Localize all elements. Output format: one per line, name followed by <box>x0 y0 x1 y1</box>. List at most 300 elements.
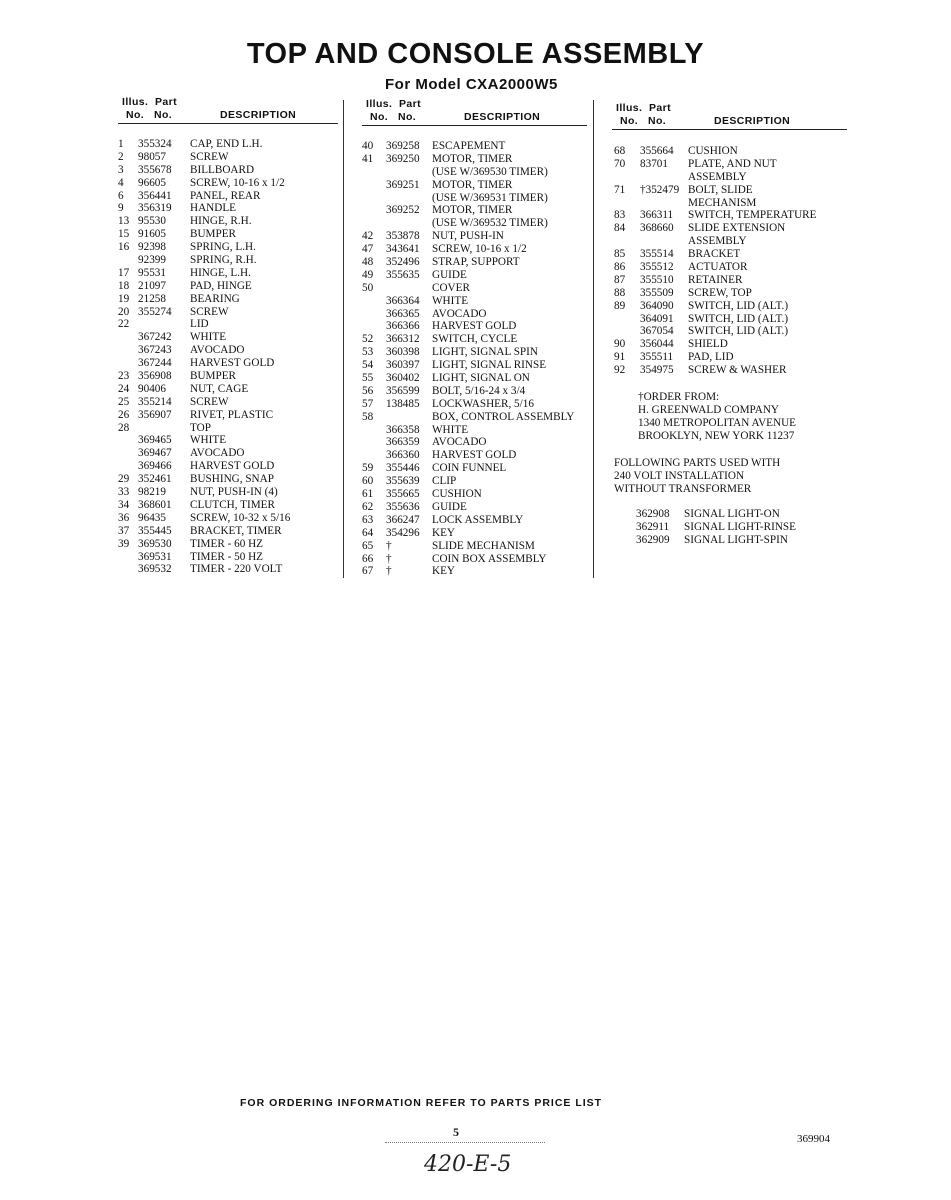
part-number: 366365 <box>386 307 420 320</box>
part-number: 92399 <box>138 254 166 267</box>
model-subtitle: For Model CXA2000W5 <box>385 76 558 93</box>
part-number: 362911 <box>636 521 670 534</box>
part-description: LIGHT, SIGNAL ON <box>432 372 530 385</box>
part-description: CLUTCH, TIMER <box>190 498 275 511</box>
part-description: KEY <box>432 526 455 539</box>
part-description: (USE W/369531 TIMER) <box>432 191 548 204</box>
part-number: 355274 <box>138 305 172 318</box>
illus-number: 53 <box>362 346 374 359</box>
illus-number: 18 <box>118 279 130 292</box>
part-description: HANDLE <box>190 202 236 215</box>
part-number: 368660 <box>640 222 674 235</box>
parts-row <box>612 235 847 248</box>
part-number: 355214 <box>138 395 172 408</box>
illus-number: 85 <box>614 248 626 261</box>
illus-number: 4 <box>118 176 124 189</box>
part-description: COIN FUNNEL <box>432 462 507 475</box>
illus-number: 26 <box>118 408 130 421</box>
part-number: 355446 <box>386 462 420 475</box>
part-description: SLIDE MECHANISM <box>432 539 535 552</box>
parts-row <box>612 274 847 287</box>
part-description: CAP, END L.H. <box>190 138 263 150</box>
extra-parts-list <box>612 508 847 547</box>
illus-number: 88 <box>614 286 626 299</box>
part-number: 138485 <box>386 397 420 410</box>
parts-row <box>118 447 338 460</box>
illus-number: 25 <box>118 395 130 408</box>
part-number: 355678 <box>138 163 172 176</box>
parts-row <box>118 473 338 486</box>
illus-number: 84 <box>614 222 626 235</box>
part-description: WHITE <box>432 294 469 307</box>
illus-number: 55 <box>362 372 374 385</box>
part-number: 92398 <box>138 241 166 254</box>
part-description: SCREW, TOP <box>688 286 752 299</box>
parts-row <box>362 514 587 527</box>
illus-number: 50 <box>362 281 374 294</box>
page-number: 5 <box>453 1125 459 1139</box>
parts-row <box>362 488 587 501</box>
parts-row <box>118 396 338 409</box>
part-description: (USE W/369530 TIMER) <box>432 165 548 178</box>
part-number: 98219 <box>138 486 166 499</box>
part-number: 367244 <box>138 357 172 370</box>
part-description: GUIDE <box>432 268 467 281</box>
parts-row <box>118 357 338 370</box>
part-number: 362909 <box>636 534 670 547</box>
part-description: AVOCADO <box>432 307 487 320</box>
parts-row <box>362 501 587 514</box>
part-number: 356599 <box>386 384 420 397</box>
part-description: TIMER - 60 HZ <box>190 537 264 550</box>
illus-number: 24 <box>118 382 130 395</box>
illus-number: 86 <box>614 261 626 274</box>
part-description: TOP <box>190 421 211 434</box>
column-header: Illus. Part No. No. DESCRIPTION <box>362 98 587 128</box>
part-description: SCREW <box>190 150 229 163</box>
parts-row <box>362 398 587 411</box>
illus-number: 28 <box>118 421 130 434</box>
parts-row <box>362 269 587 282</box>
illus-number: 23 <box>118 370 130 383</box>
illus-number: 57 <box>362 397 374 410</box>
illus-number: 37 <box>118 524 130 537</box>
parts-row <box>118 409 338 422</box>
illus-number: 60 <box>362 475 374 488</box>
part-number: 90406 <box>138 382 166 395</box>
parts-row <box>612 145 847 158</box>
parts-row <box>362 359 587 372</box>
parts-row <box>362 553 587 566</box>
part-description: LID <box>190 318 209 331</box>
parts-row <box>362 449 587 462</box>
illus-number: 15 <box>118 228 130 241</box>
part-description: MECHANISM <box>688 196 757 209</box>
part-description: BOLT, 5/16-24 x 3/4 <box>432 384 526 397</box>
illus-number: 83 <box>614 209 626 222</box>
part-number: 355635 <box>386 268 420 281</box>
column-divider <box>593 100 594 578</box>
parts-row <box>612 197 847 210</box>
parts-row <box>118 344 338 357</box>
part-description: MOTOR, TIMER <box>432 152 513 165</box>
part-description: LIGHT, SIGNAL RINSE <box>432 359 547 372</box>
parts-row <box>118 383 338 396</box>
part-description: SIGNAL LIGHT-RINSE <box>684 521 796 534</box>
parts-list <box>612 145 847 377</box>
part-description: PLATE, AND NUT <box>688 157 777 170</box>
part-description: BOX, CONTROL ASSEMBLY <box>432 410 575 423</box>
following-parts-note: FOLLOWING PARTS USED WITH 240 VOLT INSTALLATION WITHOUT TRANSFORMER <box>614 457 781 496</box>
part-description: BRACKET, TIMER <box>190 524 282 537</box>
illus-number: 71 <box>614 183 626 196</box>
part-number: 366358 <box>386 423 420 436</box>
illus-number: 66 <box>362 552 374 565</box>
illus-number: 13 <box>118 215 130 228</box>
part-description: SIGNAL LIGHT-ON <box>684 508 780 521</box>
parts-row <box>118 499 338 512</box>
part-number: 369465 <box>138 434 172 447</box>
parts-column-3 <box>612 102 847 547</box>
illus-number: 33 <box>118 486 130 499</box>
parts-row <box>118 267 338 280</box>
illus-number: 87 <box>614 273 626 286</box>
illus-number: 6 <box>118 189 124 202</box>
parts-row <box>362 204 587 217</box>
part-description: TIMER - 50 HZ <box>190 550 264 563</box>
illus-number: 92 <box>614 364 626 377</box>
part-description: SHIELD <box>688 338 728 351</box>
illus-number: 36 <box>118 511 130 524</box>
part-description: LIGHT, SIGNAL SPIN <box>432 346 538 359</box>
part-description: CUSHION <box>432 488 482 501</box>
part-number: 355664 <box>640 145 674 157</box>
part-description: WHITE <box>190 434 227 447</box>
order-note: †ORDER FROM: H. GREENWALD COMPANY 1340 METROPOLITAN AVENUE BROOKLYN, NEW YORK 11237 <box>638 391 797 443</box>
part-description: COIN BOX ASSEMBLY <box>432 552 547 565</box>
page-rule <box>385 1142 545 1143</box>
parts-row <box>362 540 587 553</box>
part-number: 98057 <box>138 150 166 163</box>
parts-list <box>118 138 338 576</box>
part-number: 21097 <box>138 279 166 292</box>
part-number: 369252 <box>386 204 420 217</box>
part-number: 366311 <box>640 209 674 222</box>
header-rule <box>118 123 338 124</box>
parts-row <box>362 320 587 333</box>
part-number: † <box>386 552 392 565</box>
parts-row <box>362 565 587 578</box>
illus-number: 67 <box>362 565 374 578</box>
part-description: SLIDE EXTENSION <box>688 222 786 235</box>
document-number: 369904 <box>797 1133 830 1145</box>
column-header: Illus. Part No. No. DESCRIPTION <box>118 96 338 126</box>
parts-row <box>362 385 587 398</box>
illus-number: 59 <box>362 462 374 475</box>
parts-row <box>118 254 338 267</box>
parts-row <box>612 248 847 261</box>
parts-row <box>612 521 847 534</box>
part-number: 364090 <box>640 299 674 312</box>
part-number: 369532 <box>138 563 172 576</box>
parts-row <box>362 527 587 540</box>
illus-number: 9 <box>118 202 124 215</box>
illus-number: 39 <box>118 537 130 550</box>
part-number: †352479 <box>640 183 680 196</box>
parts-row <box>612 300 847 313</box>
part-description: BUMPER <box>190 228 237 241</box>
parts-row <box>362 295 587 308</box>
illus-number: 47 <box>362 243 374 256</box>
illus-number: 20 <box>118 305 130 318</box>
part-description: SCREW & WASHER <box>688 364 787 377</box>
parts-row <box>612 158 847 171</box>
parts-row <box>118 551 338 564</box>
part-description: CUSHION <box>688 145 738 157</box>
part-number: 355324 <box>138 138 172 150</box>
part-number: 355665 <box>386 488 420 501</box>
part-number: 366366 <box>386 320 420 333</box>
part-description: BILLBOARD <box>190 163 255 176</box>
part-description: ACTUATOR <box>688 261 748 274</box>
part-description: COVER <box>432 281 470 294</box>
part-description: SCREW <box>190 395 229 408</box>
parts-row <box>118 460 338 473</box>
part-number: 355636 <box>386 500 420 513</box>
part-number: 355511 <box>640 351 674 364</box>
parts-list <box>362 140 587 578</box>
illus-number: 68 <box>614 145 626 157</box>
part-description: MOTOR, TIMER <box>432 204 513 217</box>
part-number: 355509 <box>640 286 674 299</box>
part-number: 366364 <box>386 294 420 307</box>
parts-row <box>118 512 338 525</box>
part-description: PAD, LID <box>688 351 734 364</box>
illus-number: 22 <box>118 318 130 331</box>
part-description: BRACKET <box>688 248 741 261</box>
parts-row <box>118 241 338 254</box>
part-number: 352461 <box>138 473 172 486</box>
part-number: 354975 <box>640 364 674 377</box>
parts-row <box>362 372 587 385</box>
parts-row <box>362 475 587 488</box>
part-number: 366359 <box>386 436 420 449</box>
part-description: STRAP, SUPPORT <box>432 256 520 269</box>
part-description: NUT, PUSH-IN <box>432 230 504 243</box>
parts-row <box>612 222 847 235</box>
part-number: 366360 <box>386 449 420 462</box>
part-number: 352496 <box>386 256 420 269</box>
illus-number: 3 <box>118 163 124 176</box>
part-description: SWITCH, CYCLE <box>432 333 518 346</box>
parts-row <box>612 351 847 364</box>
illus-number: 61 <box>362 488 374 501</box>
part-description: SIGNAL LIGHT-SPIN <box>684 534 788 547</box>
part-number: 355639 <box>386 475 420 488</box>
parts-row <box>362 179 587 192</box>
header-rule <box>362 125 587 126</box>
parts-row <box>362 217 587 230</box>
part-number: 362908 <box>636 508 670 521</box>
part-description: SCREW, 10-16 x 1/2 <box>190 176 285 189</box>
parts-column-2 <box>362 98 587 578</box>
part-number: 343641 <box>386 243 420 256</box>
parts-row <box>118 306 338 319</box>
ordering-footer: FOR ORDERING INFORMATION REFER TO PARTS PRICE LIST <box>240 1097 603 1109</box>
part-description: CLIP <box>432 475 457 488</box>
parts-row <box>118 228 338 241</box>
part-description: NUT, CAGE <box>190 382 249 395</box>
part-description: HARVEST GOLD <box>432 320 517 333</box>
part-number: 21258 <box>138 292 166 305</box>
illus-number: 41 <box>362 152 374 165</box>
part-number: 95531 <box>138 266 166 279</box>
parts-row <box>118 280 338 293</box>
parts-row <box>362 243 587 256</box>
part-description: PAD, HINGE <box>190 279 252 292</box>
illus-number: 16 <box>118 241 130 254</box>
part-description: SPRING, R.H. <box>190 254 257 267</box>
part-number: 354296 <box>386 526 420 539</box>
part-number: 369251 <box>386 178 420 191</box>
parts-row <box>362 282 587 295</box>
part-description: SCREW, 10-16 x 1/2 <box>432 243 527 256</box>
illus-number: 34 <box>118 498 130 511</box>
header-rule <box>612 129 847 130</box>
illus-number: 70 <box>614 157 626 170</box>
part-description: AVOCADO <box>432 436 487 449</box>
part-description: SWITCH, LID (ALT.) <box>688 325 789 338</box>
parts-row <box>118 293 338 306</box>
parts-row <box>118 318 338 331</box>
illus-number: 90 <box>614 338 626 351</box>
part-description: SWITCH, TEMPERATURE <box>688 209 817 222</box>
part-number: 356441 <box>138 189 172 202</box>
illus-number: 65 <box>362 539 374 552</box>
part-number: 83701 <box>640 157 668 170</box>
part-number: 96435 <box>138 511 166 524</box>
part-description: RIVET, PLASTIC <box>190 408 274 421</box>
parts-row <box>118 177 338 190</box>
part-number: 356907 <box>138 408 172 421</box>
column-divider <box>343 100 344 578</box>
part-description: RETAINER <box>688 273 743 286</box>
parts-row <box>118 202 338 215</box>
part-description: KEY <box>432 565 455 578</box>
part-number: 356044 <box>640 338 674 351</box>
parts-row <box>118 422 338 435</box>
part-description: BUMPER <box>190 370 237 383</box>
part-number: 96605 <box>138 176 166 189</box>
part-number: 356319 <box>138 202 172 215</box>
part-description: AVOCADO <box>190 344 245 357</box>
part-number: 353878 <box>386 230 420 243</box>
illus-number: 64 <box>362 526 374 539</box>
part-description: HARVEST GOLD <box>190 357 275 370</box>
part-number: 91605 <box>138 228 166 241</box>
parts-row <box>612 325 847 338</box>
part-description: SCREW, 10-32 x 5/16 <box>190 511 291 524</box>
part-number: 369250 <box>386 152 420 165</box>
page-title: TOP AND CONSOLE ASSEMBLY <box>246 38 705 70</box>
parts-row <box>612 313 847 326</box>
part-description: PANEL, REAR <box>190 189 261 202</box>
part-number: † <box>386 565 392 578</box>
parts-row <box>118 486 338 499</box>
part-number: 369258 <box>386 140 420 152</box>
part-description: BEARING <box>190 292 240 305</box>
part-description: HINGE, R.H. <box>190 215 252 228</box>
parts-row <box>612 261 847 274</box>
illus-number: 89 <box>614 299 626 312</box>
part-number: 355512 <box>640 261 674 274</box>
parts-row <box>362 256 587 269</box>
part-number: 355445 <box>138 524 172 537</box>
part-number: 355514 <box>640 248 674 261</box>
illus-number: 58 <box>362 410 374 423</box>
part-description: BOLT, SLIDE <box>688 183 753 196</box>
part-description: WHITE <box>432 423 469 436</box>
part-description: BUSHING, SNAP <box>190 473 274 486</box>
part-description: TIMER - 220 VOLT <box>190 563 283 576</box>
part-number: 367242 <box>138 331 172 344</box>
part-description: NUT, PUSH-IN (4) <box>190 486 278 499</box>
parts-row <box>118 138 338 151</box>
parts-row <box>362 333 587 346</box>
parts-row <box>362 346 587 359</box>
part-number: 366312 <box>386 333 420 346</box>
parts-row <box>612 184 847 197</box>
parts-row <box>362 462 587 475</box>
illus-number: 48 <box>362 256 374 269</box>
illus-number: 29 <box>118 473 130 486</box>
part-description: ASSEMBLY <box>688 235 747 248</box>
parts-row <box>612 209 847 222</box>
parts-row <box>118 215 338 228</box>
parts-row <box>612 508 847 521</box>
parts-row <box>362 192 587 205</box>
part-number: 360397 <box>386 359 420 372</box>
illus-number: 2 <box>118 150 124 163</box>
part-description: ASSEMBLY <box>688 170 747 183</box>
part-description: WHITE <box>190 331 227 344</box>
part-description: LOCK ASSEMBLY <box>432 513 524 526</box>
column-header: Illus. Part No. No. DESCRIPTION <box>612 102 847 132</box>
part-description: SCREW <box>190 305 229 318</box>
part-description: AVOCADO <box>190 447 245 460</box>
illus-number: 56 <box>362 384 374 397</box>
part-number: 360398 <box>386 346 420 359</box>
part-description: SPRING, L.H. <box>190 241 256 254</box>
illus-number: 91 <box>614 351 626 364</box>
parts-row <box>362 436 587 449</box>
part-number: 369531 <box>138 550 172 563</box>
part-number: 356908 <box>138 370 172 383</box>
parts-row <box>362 230 587 243</box>
parts-row <box>362 153 587 166</box>
parts-row <box>612 287 847 300</box>
illus-number: 62 <box>362 500 374 513</box>
illus-number: 49 <box>362 268 374 281</box>
handwritten-note: 420-E-5 <box>424 1152 512 1177</box>
parts-row <box>612 171 847 184</box>
parts-row <box>362 424 587 437</box>
part-description: SWITCH, LID (ALT.) <box>688 312 789 325</box>
illus-number: 40 <box>362 140 374 152</box>
parts-row <box>118 563 338 576</box>
part-description: ESCAPEMENT <box>432 140 506 152</box>
part-number: 355510 <box>640 273 674 286</box>
